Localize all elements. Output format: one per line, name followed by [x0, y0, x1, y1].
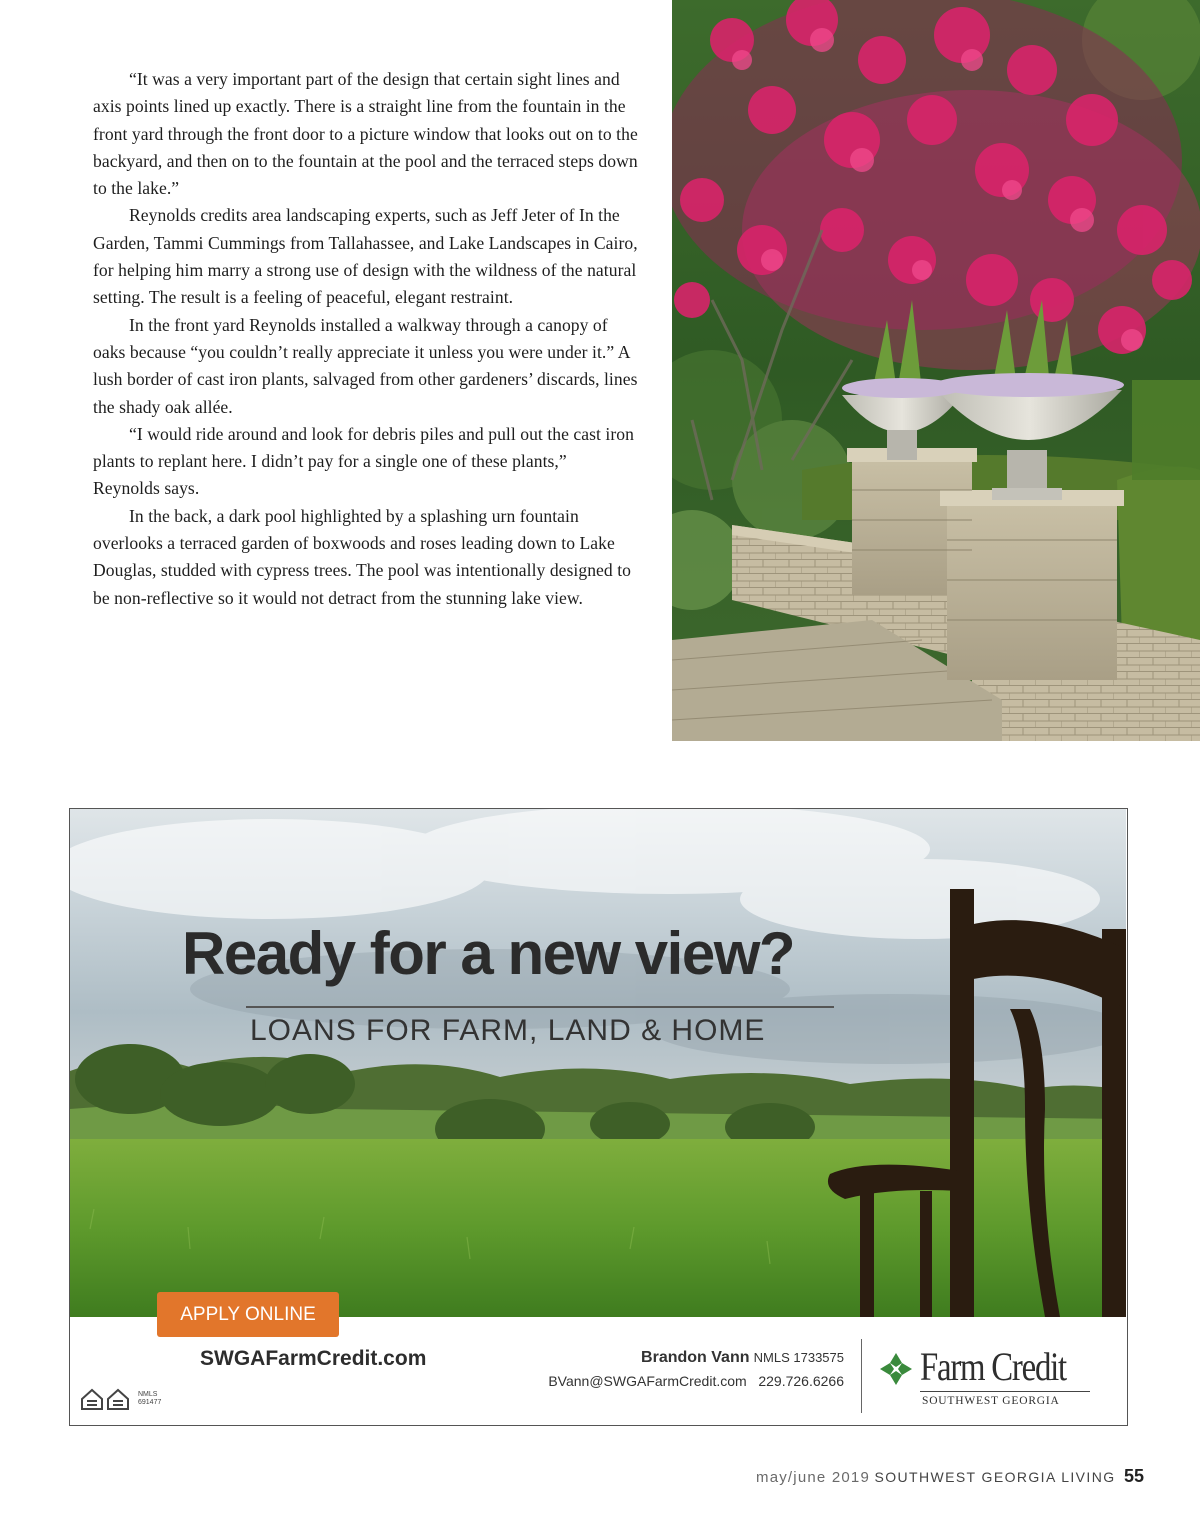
ad-contact: [548, 1349, 844, 1389]
brand-name: Farm Credit: [920, 1344, 1066, 1389]
ad-headline-rule: [246, 1006, 834, 1008]
brand-region: SOUTHWEST GEORGIA: [922, 1395, 1060, 1407]
article-paragraph-1: “It was a very important part of the design that certain sight lines and axis points lined up exactly. There is a straight line from the fountain in the front yard through the front door to a picture window that looks out on to the backyard, and then on to the fountain at the pool and the terraced steps down to the lake.”: [93, 69, 638, 199]
contact-name: Brandon Vann: [641, 1349, 750, 1366]
ad-website-link[interactable]: SWGAFarmCredit.com: [200, 1347, 427, 1370]
farm-credit-leaf-icon: [878, 1351, 914, 1387]
footer-magazine: SOUTHWEST GEORGIA LIVING: [874, 1469, 1116, 1485]
ad-subhead: LOANS FOR FARM, LAND & HOME: [250, 1014, 766, 1047]
contact-nmls: NMLS 1733575: [753, 1350, 844, 1365]
equal-housing-lender-icon: [80, 1387, 132, 1413]
article-paragraph-4: “I would ride around and look for debris piles and pull out the cast iron plants to replant here. I didn’t pay for a single one of these plants,” Reynolds says.: [93, 423, 634, 499]
page-footer: [756, 1466, 1144, 1487]
brand-rule: [920, 1391, 1090, 1392]
ad-landscape-photo: [70, 809, 1126, 1317]
equal-housing-badges: [80, 1387, 190, 1417]
contact-phone[interactable]: 229.726.6266: [758, 1373, 844, 1389]
article-paragraph-5: In the back, a dark pool highlighted by a splashing urn fountain overlooks a terraced garden of boxwoods and roses leading down to Lake Douglas, studded with cypress trees. The pool was intentionally designed to be non-reflective so it would not detract from the stunning lake view.: [93, 505, 631, 608]
farm-credit-logo: [878, 1345, 1098, 1409]
ad-headline: Ready for a new view?: [182, 920, 795, 987]
contact-email[interactable]: BVann@SWGAFarmCredit.com: [548, 1373, 747, 1389]
page-number: 55: [1123, 1466, 1144, 1486]
company-nmls: NMLS 691477: [138, 1391, 162, 1406]
article-body: [93, 66, 638, 612]
article-paragraph-3: In the front yard Reynolds installed a walkway through a canopy of oaks because “you couldn’t really appreciate it unless you were under it.” A lush border of cast iron plants, salvaged from other gardeners’ discards, lines the shady oak allée.: [93, 314, 638, 417]
garden-photo: [672, 0, 1200, 741]
article-paragraph-2: Reynolds credits area landscaping experts, such as Jeff Jeter of In the Garden, Tammi Cummings from Tallahassee, and Lake Landscapes in Cairo, for helping him marry a strong use of design with the wildness of the natural setting. The result is a feeling of peaceful, elegant restraint.: [93, 205, 638, 308]
apply-online-button[interactable]: APPLY ONLINE: [157, 1292, 339, 1337]
footer-issue: may/june 2019: [756, 1469, 871, 1486]
ad-divider: [861, 1339, 862, 1413]
